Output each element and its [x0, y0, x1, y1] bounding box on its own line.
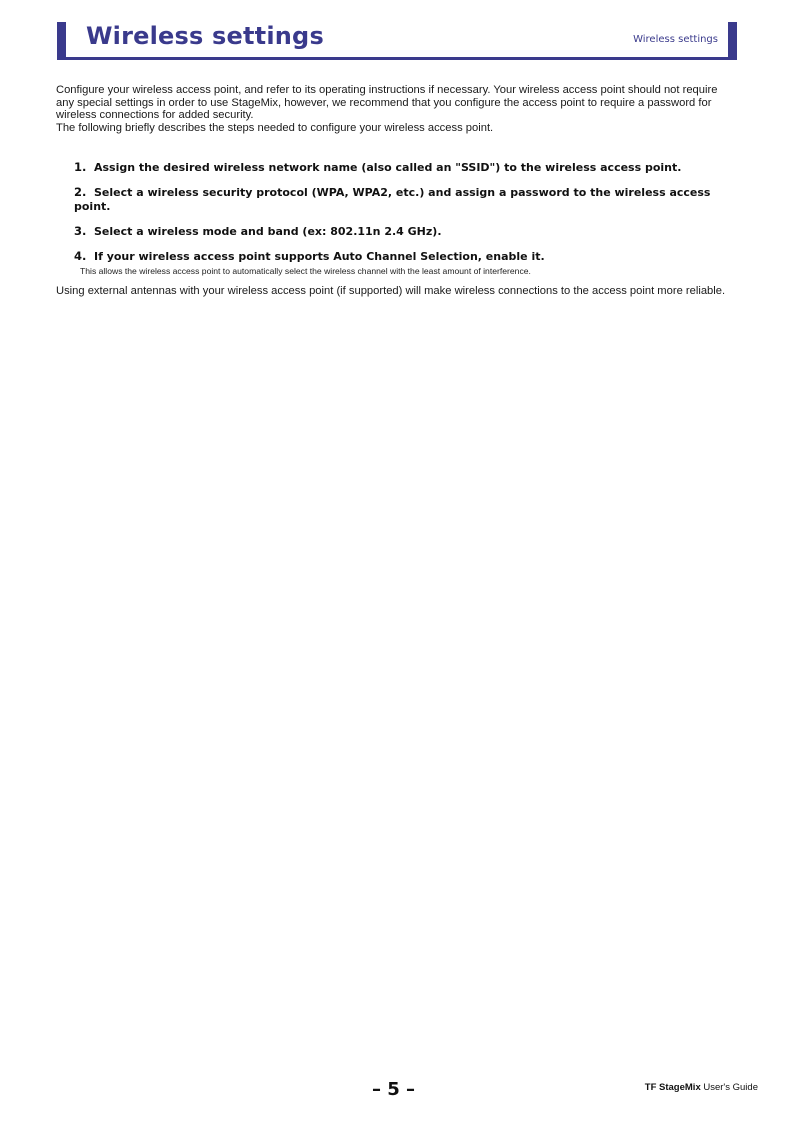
step-item — [74, 224, 734, 239]
header-bar — [57, 22, 737, 60]
step-item — [74, 185, 734, 214]
section-label: Wireless settings — [633, 34, 718, 45]
step-text: If your wireless access point supports Auto Channel Selection, enable it. — [94, 250, 545, 263]
footer-guide — [645, 1082, 758, 1093]
footer-product: TF StageMix — [644, 1082, 701, 1093]
step-item — [74, 160, 734, 175]
step-text: Select a wireless mode and band (ex: 802.11n 2.4 GHz). — [94, 225, 442, 238]
page-title: Wireless settings — [86, 22, 324, 50]
outro-text: Using external antennas with your wireless access point (if supported) will make wireless connections to the access point more reliable. — [56, 285, 726, 297]
step-text: Assign the desired wireless network name (also called an "SSID") to the wireless access point. — [94, 161, 682, 174]
step-item — [74, 249, 734, 277]
intro-paragraph-2: The following briefly describes the steps needed to configure your wireless access point. — [56, 121, 494, 134]
step-number: 3. — [74, 224, 87, 238]
step-note: This allows the wireless access point to automatically select the wireless channel with the least amount of interference. — [80, 266, 531, 276]
step-number: 1. — [74, 160, 87, 174]
intro-paragraph-1: Configure your wireless access point, and refer to its operating instructions if necessary. Your wireless access point should not require any special settings in order to use StageMix, however, we recommend that you configure the access point to require a password for wireless connections for added security. — [56, 84, 718, 121]
steps-list — [74, 160, 734, 287]
page-number: – 5 – — [372, 1079, 416, 1100]
footer-guide-label: User's Guide — [703, 1082, 758, 1093]
intro-text — [56, 84, 736, 134]
step-number: 2. — [74, 185, 87, 199]
step-number: 4. — [74, 249, 87, 263]
step-text: Select a wireless security protocol (WPA, WPA2, etc.) and assign a password to the wireless access point. — [74, 186, 711, 213]
